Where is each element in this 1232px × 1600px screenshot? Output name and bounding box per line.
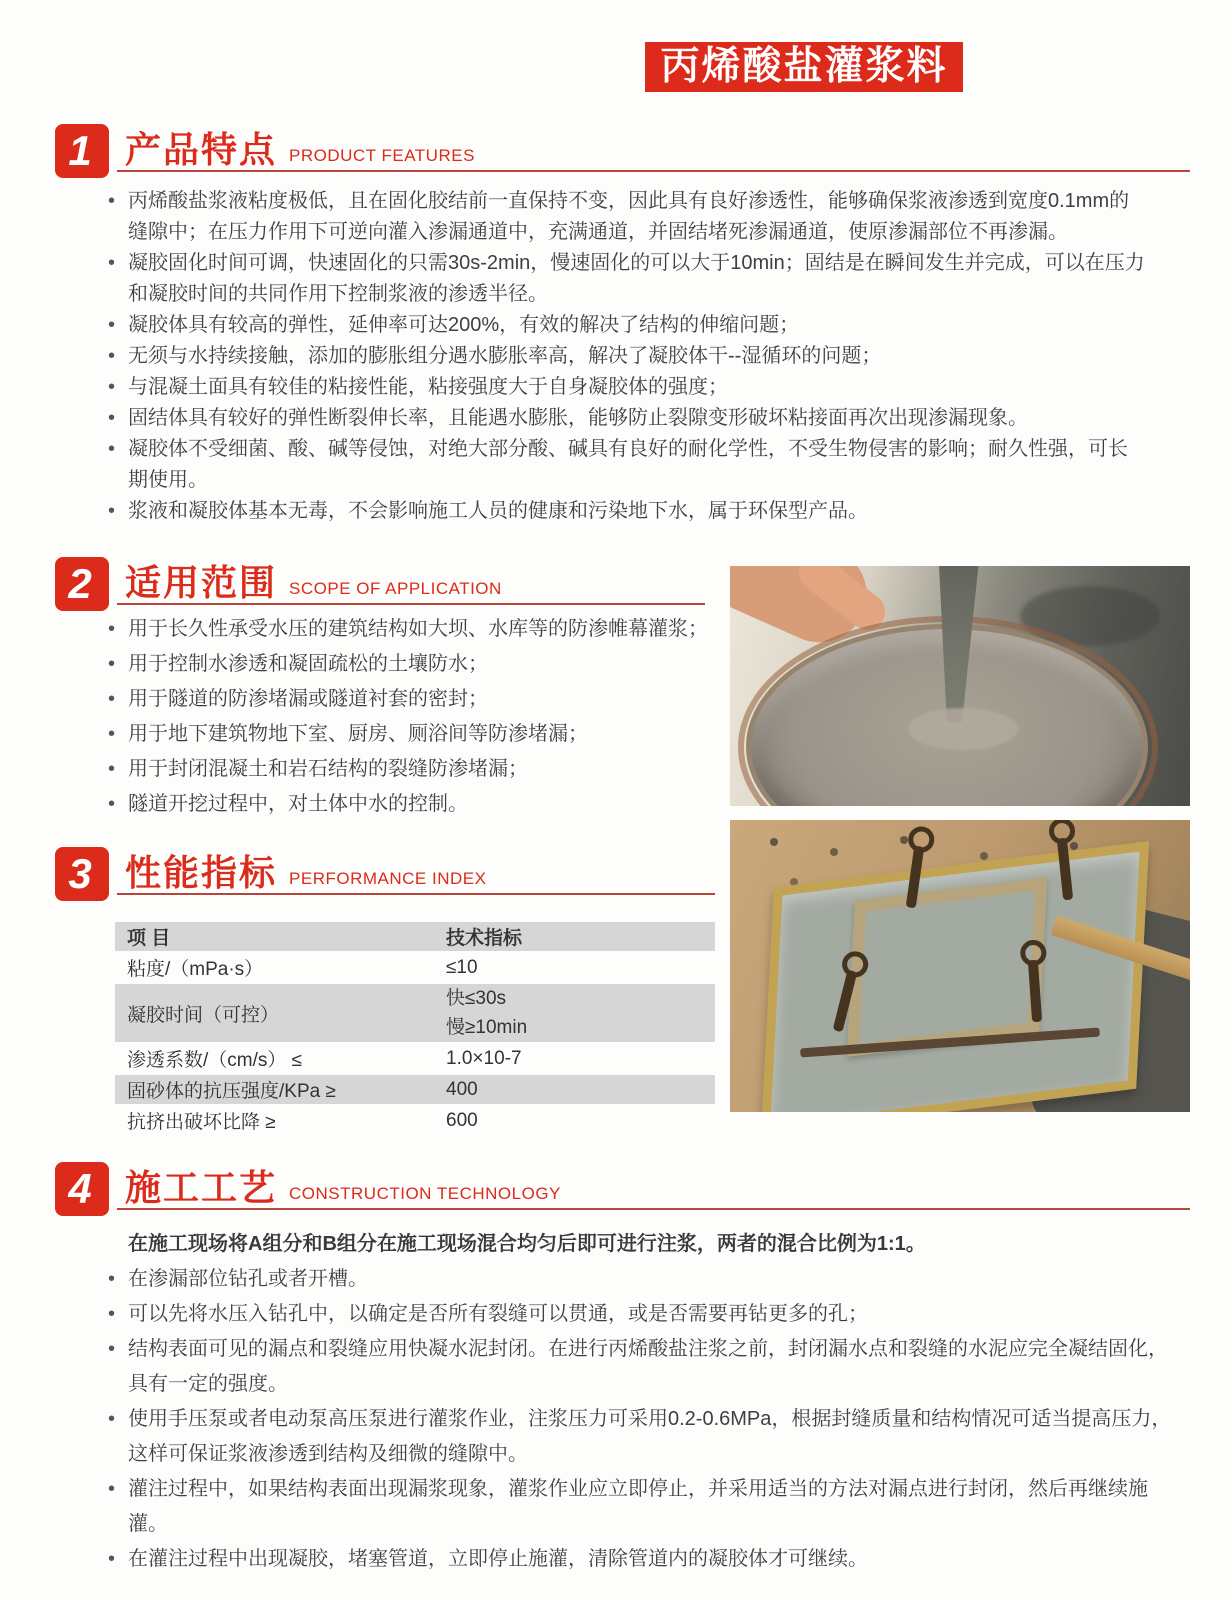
section-title-zh: 性能指标 xyxy=(125,852,278,893)
table-cell-value xyxy=(434,983,715,1043)
list-item: • 用于地下建筑物地下室、厨房、厕浴间等防渗堵漏； xyxy=(100,717,725,752)
product-title-banner: 丙烯酸盐灌浆料 xyxy=(645,42,963,92)
table-cell-value: 600 xyxy=(434,1105,715,1136)
section-number-badge: 2 xyxy=(55,557,109,611)
table-cell-item: 抗挤出破坏比降 ≥ xyxy=(115,1105,434,1136)
value-line-fast: 快≤30s xyxy=(446,988,507,1009)
list-item: • 结构表面可见的漏点和裂缝应用快凝水泥封闭。在进行丙烯酸盐注浆之前，封闭漏水点和裂缝的水泥应完全凝结固化，具有一定的强度。 xyxy=(100,1332,1172,1402)
section-number-badge: 1 xyxy=(55,124,109,178)
section-construction-header xyxy=(55,1158,1190,1216)
section-number-badge: 3 xyxy=(55,847,109,901)
table-row xyxy=(115,983,715,1043)
section-features-header xyxy=(55,120,1190,178)
grout-mixing-photo xyxy=(730,566,1190,806)
list-item: • 凝胶固化时间可调，快速固化的只需30s-2min，慢速固化的可以大于10min；固结是在瞬间发生并完成，可以在压力和凝胶时间的共同作用下控制浆液的渗透半径。 xyxy=(100,248,1146,310)
table-header-index: 技术指标 xyxy=(434,922,715,952)
table-cell-value: ≤10 xyxy=(434,952,715,983)
table-header-item: 项 目 xyxy=(115,922,434,952)
section-title-zh: 施工工艺 xyxy=(125,1167,278,1208)
table-cell-value: 1.0×10-7 xyxy=(434,1043,715,1074)
section-number-badge: 4 xyxy=(55,1162,109,1216)
list-item: • 在灌注过程中出现凝胶，堵塞管道，立即停止施灌，清除管道内的凝胶体才可继续。 xyxy=(100,1542,1172,1577)
list-item: • 用于隧道的防渗堵漏或隧道衬套的密封； xyxy=(100,682,725,717)
pebbles xyxy=(770,838,778,846)
table-header-row xyxy=(115,922,715,952)
list-item: • 灌注过程中，如果结构表面出现漏浆现象，灌浆作业应立即停止，并采用适当的方法对漏点进行封闭，然后再继续施灌。 xyxy=(100,1472,1172,1542)
table-cell-item: 渗透系数/（cm/s） ≤ xyxy=(115,1043,434,1074)
performance-spec-table xyxy=(115,922,715,1137)
list-item: • 凝胶体具有较高的弹性，延伸率可达200%，有效的解决了结构的伸缩问题； xyxy=(100,310,1146,341)
list-item: • 用于封闭混凝土和岩石结构的裂缝防渗堵漏； xyxy=(100,752,725,787)
list-item: • 固结体具有较好的弹性断裂伸长率，且能遇水膨胀，能够防止裂隙变形破坏粘接面再次出现渗漏现象。 xyxy=(100,403,1146,434)
wooden-frame xyxy=(847,877,1048,1057)
construction-intro: 在施工现场将A组分和B组分在施工现场混合均匀后即可进行注浆，两者的混合比例为1:1。 xyxy=(128,1233,926,1255)
list-item: • 凝胶体不受细菌、酸、碱等侵蚀，对绝大部分酸、碱具有良好的耐化学性，不受生物侵害的影响；耐久性强，可长期使用。 xyxy=(100,434,1146,496)
list-item: • 浆液和凝胶体基本无毒，不会影响施工人员的健康和污染地下水，属于环保型产品。 xyxy=(100,496,1146,527)
section-title-en: PRODUCT FEATURES xyxy=(289,146,475,165)
list-item: • 与混凝土面具有较佳的粘接性能，粘接强度大于自身凝胶体的强度； xyxy=(100,372,1146,403)
application-list xyxy=(100,612,725,822)
table-row xyxy=(115,1105,715,1136)
table-row xyxy=(115,1074,715,1105)
section-title-zh: 产品特点 xyxy=(125,129,278,170)
table-row xyxy=(115,1043,715,1074)
list-item: • 可以先将水压入钻孔中，以确定是否所有裂缝可以贯通，或是否需要再钻更多的孔； xyxy=(100,1297,1172,1332)
table-cell-item: 凝胶时间（可控） xyxy=(115,983,434,1043)
table-cell-value: 400 xyxy=(434,1074,715,1105)
list-item: • 用于控制水渗透和凝固疏松的土壤防水； xyxy=(100,647,725,682)
construction-list xyxy=(100,1262,1172,1577)
formwork-grouting-photo xyxy=(730,820,1190,1112)
list-item: • 隧道开挖过程中，对土体中水的控制。 xyxy=(100,787,725,822)
section-performance-header xyxy=(55,843,715,901)
grout-splash xyxy=(908,708,1018,750)
section-title-en: PERFORMANCE INDEX xyxy=(289,869,487,888)
table-cell-item: 粘度/（mPa·s） xyxy=(115,952,434,983)
table-row xyxy=(115,952,715,983)
list-item: • 用于长久性承受水压的建筑结构如大坝、水库等的防渗帷幕灌浆； xyxy=(100,612,725,647)
list-item: • 使用手压泵或者电动泵高压泵进行灌浆作业，注浆压力可采用0.2-0.6MPa，根据封缝质量和结构情况可适当提高压力，这样可保证浆液渗透到结构及细微的缝隙中。 xyxy=(100,1402,1172,1472)
table-cell-item: 固砂体的抗压强度/KPa ≥ xyxy=(115,1074,434,1105)
list-item: • 在渗漏部位钻孔或者开槽。 xyxy=(100,1262,1172,1297)
features-list xyxy=(100,186,1146,527)
section-title-zh: 适用范围 xyxy=(125,562,278,603)
section-application-header xyxy=(55,553,705,611)
value-line-slow: 慢≥10min xyxy=(446,1017,528,1038)
section-title-en: CONSTRUCTION TECHNOLOGY xyxy=(289,1184,561,1203)
list-item: • 丙烯酸盐浆液粘度极低，且在固化胶结前一直保持不变，因此具有良好渗透性，能够确保浆液渗透到宽度0.1mm的缝隙中；在压力作用下可逆向灌入渗漏通道中，充满通道，并固结堵死渗漏通道，使原渗漏部位不再渗漏。 xyxy=(100,186,1146,248)
section-title-en: SCOPE OF APPLICATION xyxy=(289,579,502,598)
list-item: • 无须与水持续接触，添加的膨胀组分遇水膨胀率高，解决了凝胶体干--湿循环的问题； xyxy=(100,341,1146,372)
